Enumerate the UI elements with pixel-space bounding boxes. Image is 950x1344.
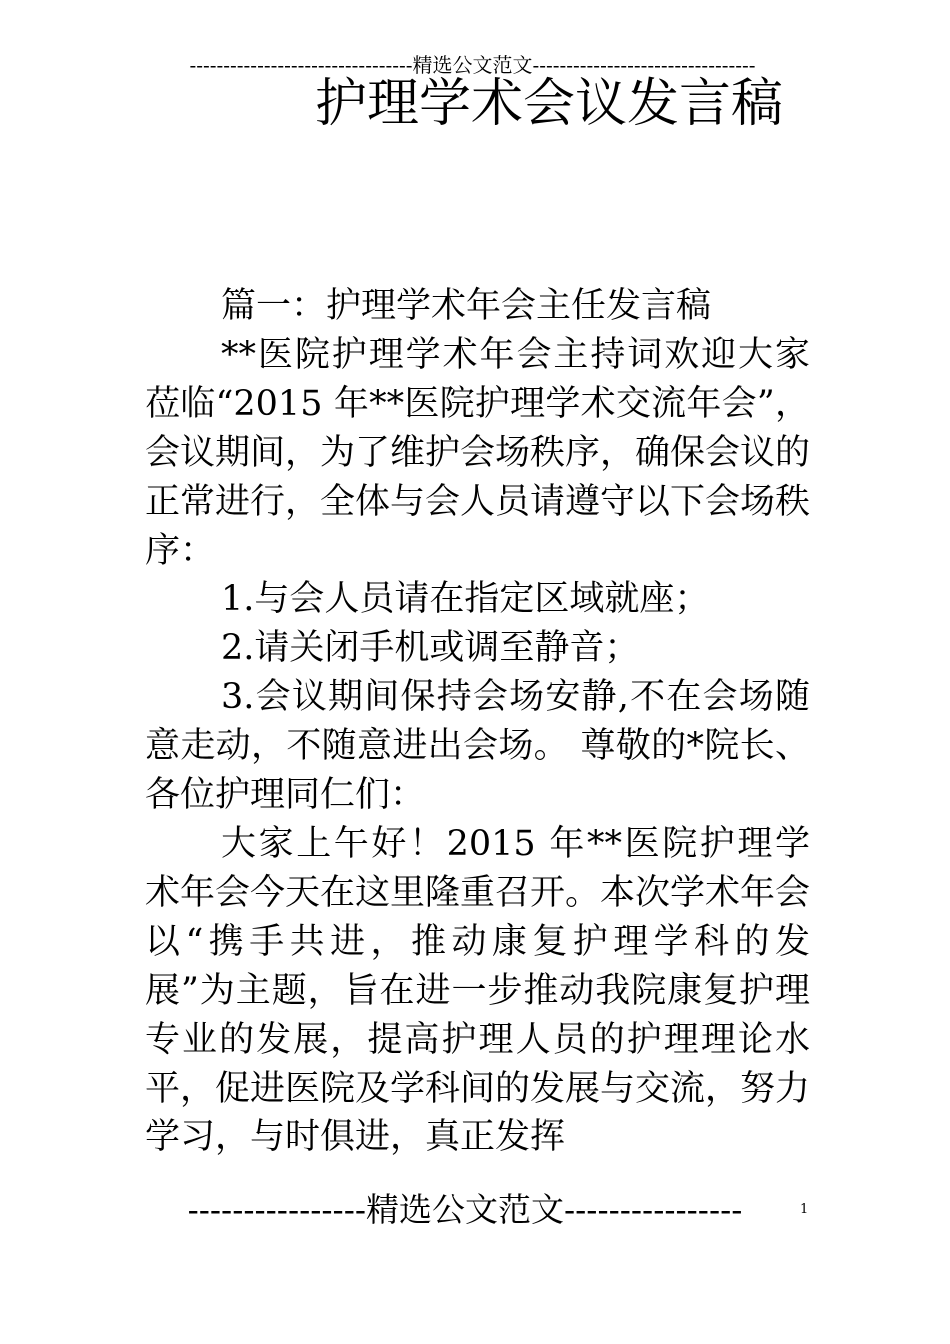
list-item: 3.会议期间保持会场安静,不在会场随意走动，不随意进出会场。 尊敬的*院长、各位护理同仁们：: [145, 677, 810, 816]
list-item: 2.请关闭手机或调至静音；: [221, 628, 640, 669]
page-header: ---------------------------------精选公文范文---------------------------------: [189, 53, 756, 77]
page-footer: ----------------精选公文范文----------------: [187, 1190, 743, 1229]
body-paragraph: 大家上午好！2015 年**医院护理学术年会今天在这里隆重召开。本次学术年会以“携手共进，推动康复护理学科的发展”为主题，旨在进一步推动我院康复护理专业的发展，提高护理人员的护理理论水平，促进医院及学科间的发展与交流，努力学习，与时俱进，真正发挥: [145, 823, 811, 1158]
section-heading: 篇一：护理学术年会主任发言稿: [221, 286, 712, 326]
document-body: [145, 282, 810, 1162]
page-number: 1: [800, 1202, 809, 1217]
body-paragraph: **医院护理学术年会主持词欢迎大家莅临“2015 年**医院护理学术交流年会”，会议期间，为了维护会场秩序，确保会议的正常进行，全体与会人员请遵守以下会场秩序：: [145, 334, 811, 571]
list-item: 1.与会人员请在指定区域就座；: [221, 579, 710, 620]
document-title: 护理学术会议发言稿: [315, 74, 784, 134]
